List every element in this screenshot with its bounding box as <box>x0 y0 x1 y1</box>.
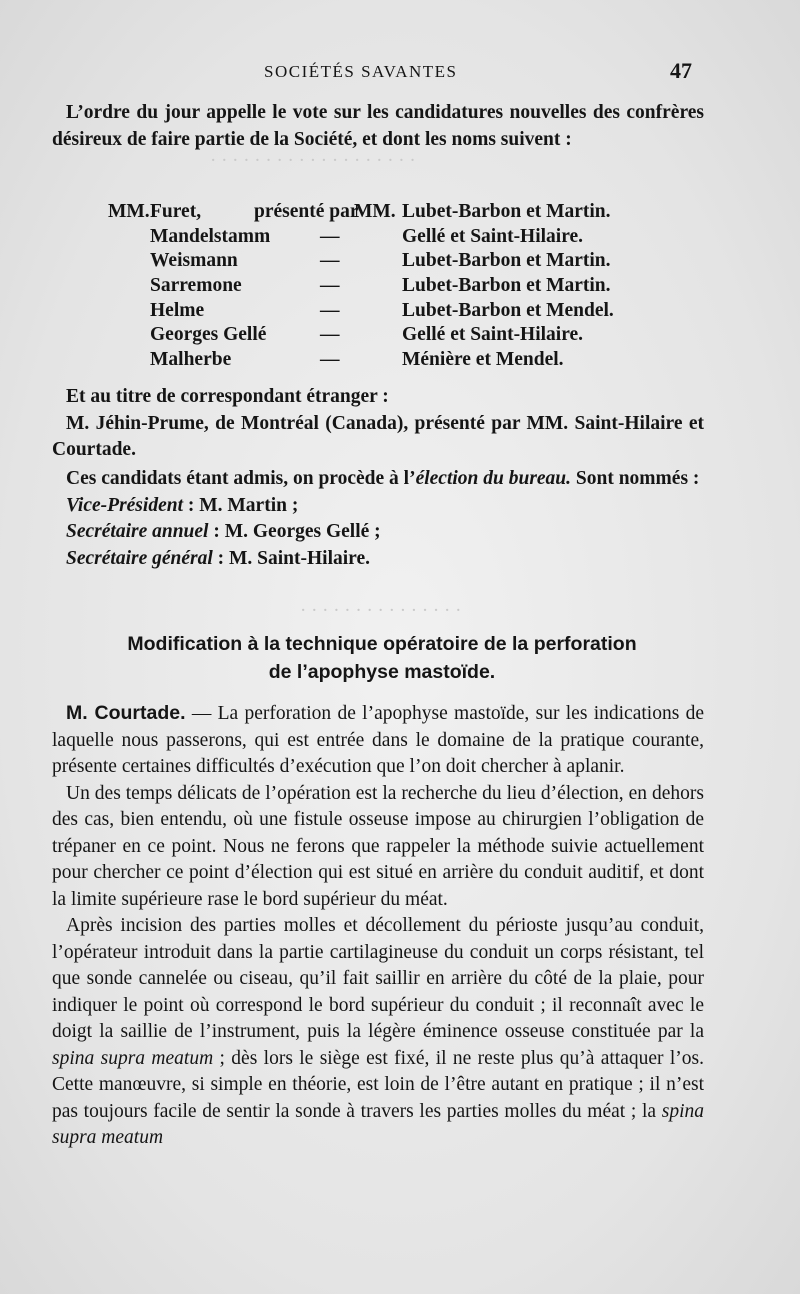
candidate-name: Weismann <box>150 250 238 272</box>
officer-sep: : <box>182 494 200 516</box>
officer-person: M. Georges Gellé ; <box>224 521 381 542</box>
paragraph-text: ; dès lors le siège est fixé, il ne reste plus qu’à attaquer l’os. Cette manœuvre, si simple en théorie, est loin de l’être autant en pratique ; il n’est pas toujours facile de sentir la sonde à travers les parties molles du méat ; la <box>52 1047 705 1122</box>
officer-sep: : <box>208 521 225 542</box>
page-header <box>0 58 800 88</box>
candidate-sponsors: Lubet-Barbon et Mendel. <box>402 299 614 321</box>
paragraph-text: Après incision des parties molles et décollement du périoste jusqu’au conduit, l’opérateur introduit dans la partie cartilagineuse du conduit un corps résistant, tel que sonde cannelée ou ciseau, qu’il fait saillir en arrière du côté de la plaie, pour indiquer le point où correspond le bord supérieur du conduit ; il reconnaît avec le doigt la saillie de l’instrument, puis la légère éminence osseuse constituée par la <box>52 915 704 1042</box>
intro-paragraph <box>52 100 704 153</box>
italic-term: spina supra meatum <box>52 1100 704 1148</box>
article-body <box>52 700 704 1152</box>
ditto-dash: — <box>320 324 340 346</box>
intro-text: L’ordre du jour appelle le vote sur les candidatures nouvelles des confrères désireux de faire partie de la Société, et dont les noms suivent : <box>52 102 704 150</box>
ditto-dash: — <box>320 250 340 272</box>
show-through-text: · · · · · · · · · · · · · · · <box>300 600 462 621</box>
candidate-name: Helme <box>150 299 205 321</box>
officer-person: M. Martin ; <box>199 494 299 516</box>
candidate-sponsors: Gellé et Saint-Hilaire. <box>402 324 584 346</box>
officer-person: M. Saint-Hilaire. <box>229 547 371 569</box>
foreign-candidate: M. Jéhin-Prume, de Montréal (Canada), présenté par MM. Saint-Hilaire et Courtade. <box>52 412 704 460</box>
sponsor-prefix: MM. <box>354 201 396 222</box>
candidate-sponsors: Gellé et Saint-Hilaire. <box>402 225 584 247</box>
officer-role: Secrétaire général <box>66 547 213 569</box>
officer-role: Vice-Président <box>66 494 183 516</box>
ditto-dash: — <box>320 225 340 247</box>
ditto-dash: — <box>320 349 340 371</box>
candidate-name: Furet, <box>150 201 202 222</box>
candidate-sponsors: Lubet-Barbon et Martin. <box>402 250 611 272</box>
candidate-name: Georges Gellé <box>150 324 267 346</box>
ditto-dash: — <box>320 275 340 297</box>
show-through-text: · · · · · · · · · · · · · · · · · · · <box>210 150 416 171</box>
candidate-sponsors: Lubet-Barbon et Martin. <box>402 201 611 222</box>
candidate-name: Mandelstamm <box>150 225 271 247</box>
speaker-name: M. Courtade. <box>66 702 186 724</box>
running-title: SOCIÉTÉS SAVANTES <box>264 62 458 81</box>
election-intro-italic: élection du bureau. <box>415 468 572 489</box>
section-heading <box>52 630 712 686</box>
election-intro-text: Ces candidats étant admis, on procède à l’ <box>66 468 416 489</box>
page-number: 47 <box>670 58 692 83</box>
election-section <box>52 466 704 572</box>
candidate-name: Sarremone <box>150 275 242 297</box>
candidate-name: Malherbe <box>150 349 232 371</box>
election-intro <box>52 466 704 493</box>
section-heading-line1: Modification à la technique opératoire de la perforation <box>127 633 637 655</box>
candidate-sponsors: Ménière et Mendel. <box>402 349 564 371</box>
article-paragraph-3 <box>52 913 704 1152</box>
italic-term: spina supra meatum <box>52 1047 214 1069</box>
candidate-sponsors: Lubet-Barbon et Martin. <box>402 275 611 297</box>
officer-role: Secrétaire annuel <box>66 521 209 542</box>
foreign-heading: Et au titre de correspondant étranger : <box>66 386 389 407</box>
mm-prefix: MM. <box>108 201 150 222</box>
ditto-dash: — <box>320 299 340 321</box>
foreign-correspondent <box>52 384 704 464</box>
paragraph-text: — La perforation de l’apophyse mastoïde, sur les indications de laquelle nous passerons, qui est entrée dans le domaine de la pratique courante, présente certaines difficultés d’exécution que l’on doit chercher à aplanir. <box>52 703 705 777</box>
officer-line <box>52 546 704 573</box>
election-intro-after: Sont nommés : <box>571 468 700 489</box>
officer-sep: : <box>212 547 230 569</box>
presented-by: présenté par <box>254 201 359 222</box>
officer-line <box>52 519 704 546</box>
article-paragraph-1 <box>52 700 704 781</box>
article-paragraph-2: Un des temps délicats de l’opération est la recherche du lieu d’élection, en dehors des cas, bien entendu, où une fistule osseuse impose au chirurgien l’obligation de trépaner en ce point. Nous ne ferons que rappeler la méthode suivie actuellement pour chercher ce point d’élection qui est situé en arrière du conduit auditif, et dont la limite supérieure rase le bord supérieur du méat. <box>52 782 704 910</box>
section-heading-line2: de l’apophyse mastoïde. <box>268 661 496 683</box>
officer-line <box>52 493 704 520</box>
